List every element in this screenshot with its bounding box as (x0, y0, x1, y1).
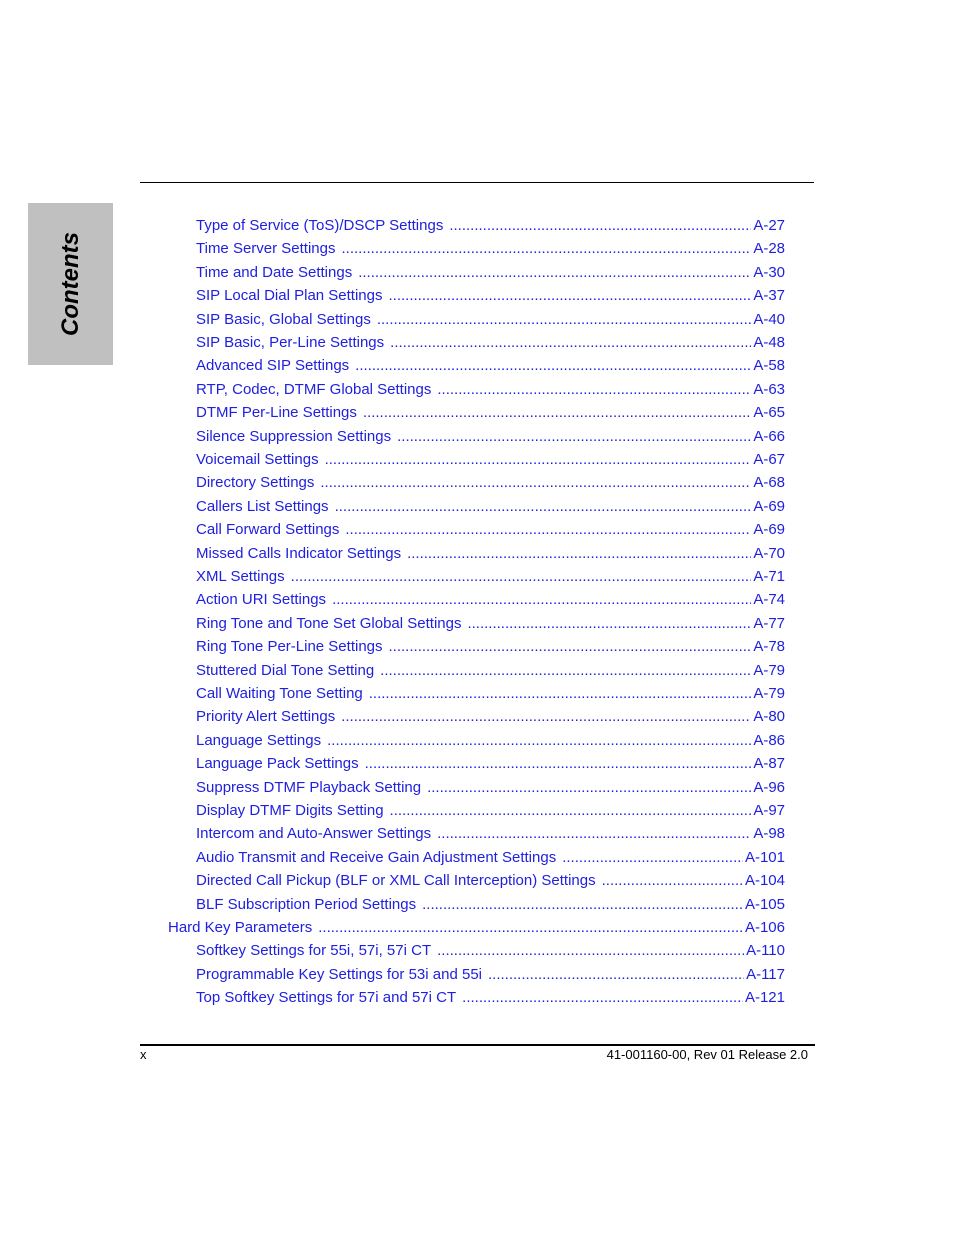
toc-entry-page: A-104 (744, 872, 785, 889)
toc-dot-leader (341, 708, 751, 725)
toc-entry[interactable] (196, 357, 785, 379)
toc-entry-title: Action URI Settings (196, 591, 327, 608)
toc-entry-title: Call Waiting Tone Setting (196, 685, 363, 702)
toc-dot-leader (467, 615, 751, 632)
toc-entry-title: Ring Tone Per-Line Settings (196, 638, 383, 655)
toc-entry[interactable] (196, 451, 785, 473)
toc-entry[interactable] (196, 287, 785, 309)
toc-entry-page: A-68 (753, 474, 785, 491)
toc-entry-page: A-30 (753, 264, 785, 281)
toc-entry[interactable] (196, 521, 785, 543)
toc-entry-title: Intercom and Auto-Answer Settings (196, 825, 432, 842)
toc-entry[interactable] (196, 685, 785, 707)
footer-rule (140, 1044, 815, 1046)
toc-entry[interactable] (168, 919, 785, 941)
toc-entry-page: A-58 (753, 357, 785, 374)
toc-entry[interactable] (196, 428, 785, 450)
toc-entry-title: Missed Calls Indicator Settings (196, 545, 402, 562)
toc-entry-title: Type of Service (ToS)/DSCP Settings (196, 217, 444, 234)
toc-dot-leader (488, 966, 744, 983)
toc-entry[interactable] (196, 942, 785, 964)
toc-entry-title: Stuttered Dial Tone Setting (196, 662, 375, 679)
toc-dot-leader (363, 404, 751, 421)
toc-entry-page: A-48 (753, 334, 785, 351)
toc-entry-title: Suppress DTMF Playback Setting (196, 779, 422, 796)
toc-entry-page: A-96 (753, 779, 785, 796)
toc-entry-page: A-79 (753, 662, 785, 679)
toc-entry-title: Language Settings (196, 732, 322, 749)
toc-entry[interactable] (196, 732, 785, 754)
toc-entry-page: A-77 (753, 615, 785, 632)
toc-entry-page: A-37 (753, 287, 785, 304)
toc-dot-leader (291, 568, 752, 585)
toc-entry[interactable] (196, 264, 785, 286)
document-id: 41-001160-00, Rev 01 Release 2.0 (606, 1047, 808, 1062)
toc-entry[interactable] (196, 966, 785, 988)
toc-entry-page: A-40 (753, 311, 785, 328)
toc-dot-leader (369, 685, 752, 702)
toc-entry-title: Display DTMF Digits Setting (196, 802, 384, 819)
toc-entry[interactable] (196, 311, 785, 333)
toc-entry-page: A-101 (744, 849, 785, 866)
toc-dot-leader (332, 591, 751, 608)
toc-dot-leader (437, 381, 751, 398)
toc-entry-title: Language Pack Settings (196, 755, 359, 772)
toc-entry-page: A-74 (753, 591, 785, 608)
toc-entry[interactable] (196, 896, 785, 918)
toc-dot-leader (327, 732, 751, 749)
toc-entry[interactable] (196, 802, 785, 824)
toc-entry[interactable] (196, 849, 785, 871)
toc-dot-leader (449, 217, 751, 234)
toc-dot-leader (318, 919, 743, 936)
toc-entry-title: RTP, Codec, DTMF Global Settings (196, 381, 432, 398)
header-rule (140, 182, 814, 183)
toc-entry-page: A-63 (753, 381, 785, 398)
toc-entry-page: A-69 (753, 498, 785, 515)
toc-entry-title: Programmable Key Settings for 53i and 55i (196, 966, 482, 983)
toc-entry[interactable] (196, 474, 785, 496)
contents-side-tab (28, 203, 113, 365)
toc-entry-page: A-97 (753, 802, 785, 819)
toc-entry-title: SIP Basic, Per-Line Settings (196, 334, 385, 351)
toc-entry-title: Hard Key Parameters (168, 919, 313, 936)
toc-entry-title: Directed Call Pickup (BLF or XML Call Interception) Settings (196, 872, 596, 889)
toc-dot-leader (325, 451, 752, 468)
toc-dot-leader (602, 872, 743, 889)
toc-entry-page: A-121 (744, 989, 785, 1006)
toc-entry-title: Time Server Settings (196, 240, 336, 257)
toc-dot-leader (389, 287, 752, 304)
toc-entry-title: Softkey Settings for 55i, 57i, 57i CT (196, 942, 432, 959)
toc-entry-title: DTMF Per-Line Settings (196, 404, 357, 421)
toc-entry-page: A-80 (753, 708, 785, 725)
toc-dot-leader (389, 638, 752, 655)
toc-entry-page: A-110 (746, 942, 785, 959)
toc-entry-title: Voicemail Settings (196, 451, 319, 468)
toc-entry-page: A-69 (753, 521, 785, 538)
toc-entry[interactable] (196, 989, 785, 1011)
toc-entry-title: Priority Alert Settings (196, 708, 336, 725)
toc-entry-page: A-70 (753, 545, 785, 562)
toc-entry-page: A-78 (753, 638, 785, 655)
toc-dot-leader (358, 264, 751, 281)
toc-entry[interactable] (196, 708, 785, 730)
toc-entry-page: A-66 (753, 428, 785, 445)
toc-entry[interactable] (196, 217, 785, 239)
toc-entry[interactable] (196, 615, 785, 637)
toc-dot-leader (437, 825, 751, 842)
toc-entry[interactable] (196, 825, 785, 847)
toc-dot-leader (390, 802, 752, 819)
toc-entry[interactable] (196, 498, 785, 520)
toc-entry[interactable] (196, 568, 785, 590)
toc-entry-title: Callers List Settings (196, 498, 329, 515)
toc-entry[interactable] (196, 638, 785, 660)
toc-dot-leader (355, 357, 751, 374)
toc-entry[interactable] (196, 404, 785, 426)
toc-dot-leader (407, 545, 751, 562)
toc-entry-page: A-105 (744, 896, 785, 913)
toc-entry-page: A-86 (753, 732, 785, 749)
toc-entry-title: Silence Suppression Settings (196, 428, 392, 445)
toc-entry[interactable] (196, 591, 785, 613)
toc-entry-page: A-65 (753, 404, 785, 421)
toc-dot-leader (365, 755, 752, 772)
toc-dot-leader (397, 428, 751, 445)
toc-dot-leader (562, 849, 743, 866)
toc-entry-page: A-67 (753, 451, 785, 468)
toc-entry-page: A-106 (744, 919, 785, 936)
toc-entry-title: Ring Tone and Tone Set Global Settings (196, 615, 462, 632)
toc-entry-title: Time and Date Settings (196, 264, 353, 281)
toc-dot-leader (462, 989, 743, 1006)
toc-entry[interactable] (196, 545, 785, 567)
toc-dot-leader (380, 662, 751, 679)
toc-entry-page: A-98 (753, 825, 785, 842)
toc-entry-title: Top Softkey Settings for 57i and 57i CT (196, 989, 457, 1006)
toc-entry[interactable] (196, 872, 785, 894)
toc-entry-page: A-71 (753, 568, 785, 585)
toc-dot-leader (320, 474, 751, 491)
toc-entry-title: SIP Local Dial Plan Settings (196, 287, 383, 304)
toc-dot-leader (437, 942, 744, 959)
toc-entry[interactable] (196, 381, 785, 403)
toc-entry-title: Call Forward Settings (196, 521, 340, 538)
toc-entry[interactable] (196, 334, 785, 356)
toc-entry[interactable] (196, 240, 785, 262)
toc-entry-page: A-28 (753, 240, 785, 257)
toc-entry-title: Audio Transmit and Receive Gain Adjustment Settings (196, 849, 557, 866)
toc-dot-leader (427, 779, 751, 796)
toc-entry-title: BLF Subscription Period Settings (196, 896, 417, 913)
toc-dot-leader (345, 521, 751, 538)
toc-entry-page: A-117 (746, 966, 785, 983)
toc-entry-page: A-79 (753, 685, 785, 702)
toc-entry[interactable] (196, 755, 785, 777)
toc-entry-page: A-87 (753, 755, 785, 772)
toc-entry[interactable] (196, 662, 785, 684)
contents-tab-label: Contents (56, 232, 84, 336)
toc-dot-leader (422, 896, 743, 913)
toc-entry-title: Directory Settings (196, 474, 315, 491)
toc-entry-page: A-27 (753, 217, 785, 234)
toc-dot-leader (377, 311, 751, 328)
toc-entry-title: XML Settings (196, 568, 285, 585)
page-number: x (140, 1047, 147, 1062)
toc-dot-leader (335, 498, 752, 515)
toc-dot-leader (342, 240, 752, 257)
toc-entry-title: Advanced SIP Settings (196, 357, 350, 374)
toc-entry-title: SIP Basic, Global Settings (196, 311, 371, 328)
toc-dot-leader (390, 334, 751, 351)
toc-entry[interactable] (196, 779, 785, 801)
